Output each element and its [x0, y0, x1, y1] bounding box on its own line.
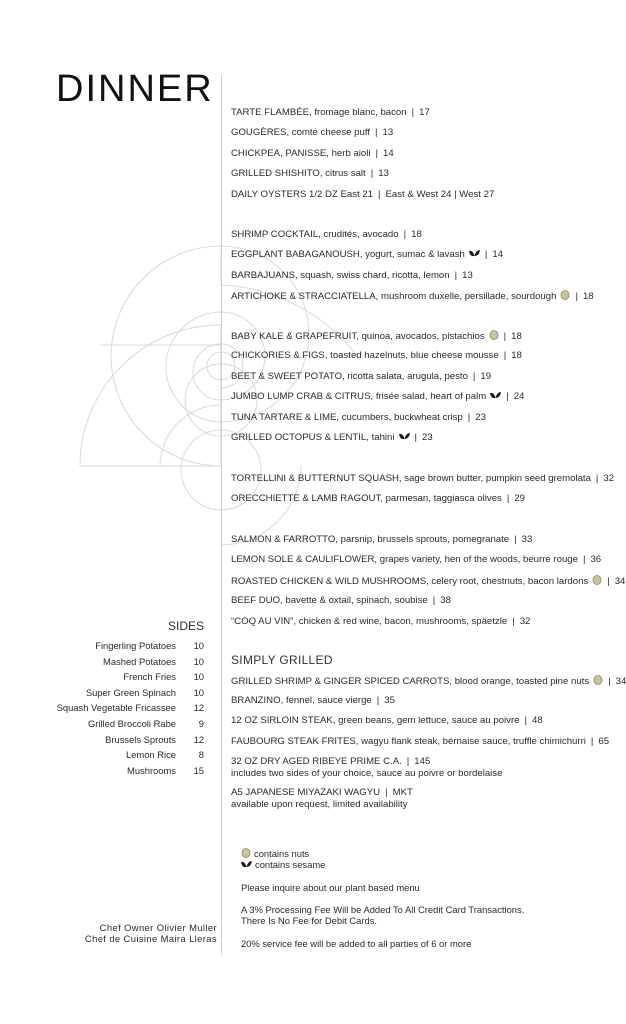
separator: |	[403, 229, 407, 240]
side-item-price: 15	[193, 764, 204, 776]
separator: |	[512, 615, 515, 627]
simply-grilled-heading: SIMPLY GRILLED	[231, 653, 333, 667]
menu-item-price: 33	[521, 534, 533, 545]
menu-item-price: 32	[519, 615, 531, 627]
menu-item-price: 34	[615, 676, 626, 687]
nut-icon	[489, 330, 499, 340]
menu-item-label: GRILLED SHISHITO, citrus salt	[231, 168, 366, 180]
chef-de-cuisine: Chef de Cuisine Maira Lleras	[84, 933, 217, 944]
chef-owner: Chef Owner Olivier Muller	[99, 922, 217, 933]
side-item-name: Squash Vegetable Fricassee	[56, 702, 176, 714]
menu-item	[231, 595, 451, 607]
separator: |	[514, 534, 517, 545]
plant-based-note: Please inquire about our plant based menu	[241, 882, 420, 893]
menu-item-price: 18	[511, 331, 522, 342]
separator: |	[524, 715, 527, 726]
divider-line	[221, 75, 222, 955]
menu-item-price: 18	[411, 229, 422, 240]
menu-item	[231, 168, 389, 180]
separator: |	[432, 595, 436, 607]
menu-item-price: 17	[419, 107, 430, 118]
menu-item-price: 24	[513, 391, 525, 403]
separator: |	[503, 331, 507, 342]
separator: |	[484, 249, 488, 261]
separator: |	[375, 127, 378, 139]
menu-item-price: 13	[378, 168, 389, 180]
menu-item-price: 13	[462, 269, 473, 281]
menu-item-label: TORTELLINI & BUTTERNUT SQUASH, sage brown butter, pumpkin seed gremolata	[231, 473, 591, 484]
side-item-name: Mashed Potatoes	[103, 655, 176, 667]
separator: |	[607, 575, 610, 587]
menu-item	[231, 350, 522, 362]
menu-item-label: DAILY OYSTERS 1/2 DZ East 21	[231, 188, 374, 200]
menu-item-price: 65	[598, 736, 610, 747]
side-item-price: 10	[193, 655, 204, 667]
separator: |	[385, 787, 388, 798]
menu-item-label: JUMBO LUMP CRAB & CITRUS, frisée salad, heart of palm	[231, 391, 487, 403]
menu-item-label: LEMON SOLE & CAULIFLOWER, grapes variety, hen of the woods, beurre rouge	[231, 554, 578, 566]
menu-item-price: 23	[422, 432, 433, 443]
nut-icon	[560, 290, 570, 300]
side-item-price: 12	[193, 702, 204, 714]
separator: |	[370, 168, 374, 180]
separator: |	[454, 269, 458, 281]
menu-item-price: East & West 24 | West 27	[385, 188, 495, 200]
spiral-arc	[80, 325, 221, 466]
side-item-name: Brussels Sprouts	[105, 733, 176, 745]
legend-nuts	[241, 848, 309, 860]
menu-item	[231, 371, 491, 383]
menu-item-price: 145	[414, 756, 431, 767]
menu-item-price: 23	[475, 411, 486, 423]
side-item-price: 8	[198, 749, 204, 761]
menu-item	[231, 270, 473, 282]
side-item-name: Mushrooms	[127, 764, 176, 776]
side-item-name: French Fries	[123, 671, 176, 683]
menu-item-label: TARTE FLAMBÉE, fromage blanc, bacon	[231, 107, 407, 118]
menu-item	[231, 330, 522, 343]
side-item-price: 10	[193, 640, 204, 651]
menu-item-price: 14	[383, 147, 394, 159]
menu-item	[231, 493, 525, 505]
menu-item	[231, 715, 543, 727]
side-item-price: 12	[193, 733, 204, 745]
menu-item-price: 29	[514, 493, 526, 505]
processing-fee-note: A 3% Processing Fee Will be Added To All Credit Card Transactions.	[241, 904, 525, 915]
nut-icon	[241, 848, 251, 858]
menu-item-price: 34	[614, 575, 626, 587]
menu-item-label: EGGPLANT BABAGANOUSH, yogurt, sumac & lavash	[231, 249, 465, 261]
menu-item	[231, 756, 502, 780]
menu-item	[231, 391, 524, 403]
separator: |	[375, 147, 379, 159]
menu-item	[231, 736, 609, 748]
side-item-price: 9	[198, 718, 204, 729]
menu-item-label: 32 OZ DRY AGED RIBEYE PRIME C.A.	[231, 756, 402, 767]
side-item-name: Grilled Broccoli Rabe	[87, 718, 176, 729]
menu-item	[231, 107, 430, 119]
menu-item-price: 35	[384, 695, 395, 706]
separator: |	[378, 188, 381, 200]
menu-item-label: SHRIMP COCKTAIL, crudités, avocado	[231, 229, 399, 240]
menu-item	[231, 189, 494, 201]
legend-nuts-label: contains nuts	[254, 848, 310, 859]
separator: |	[506, 391, 509, 403]
page-title: DINNER	[56, 68, 214, 110]
menu-item-label: GRILLED OCTOPUS & LENTIL, tahini	[231, 432, 395, 443]
menu-item	[231, 412, 486, 424]
side-item-name: Fingerling Potatoes	[95, 640, 176, 651]
menu-item	[231, 473, 614, 485]
menu-item-label: ARTICHOKE & STRACCIATELLA, mushroom duxelle, persillade, sourdough	[231, 291, 557, 303]
separator: |	[590, 736, 594, 747]
separator: |	[376, 695, 380, 706]
menu-item-label: BEEF DUO, bavette & oxtail, spinach, soubise	[231, 595, 428, 607]
menu-item-price: 36	[590, 554, 602, 566]
separator: |	[582, 554, 586, 566]
menu-item	[231, 616, 530, 628]
menu-item-price: 38	[440, 595, 451, 607]
menu-item	[231, 554, 601, 566]
menu-item-label: 12 OZ SIRLOIN STEAK, green beans, gem lettuce, sauce au poivre	[231, 715, 520, 726]
menu-item	[231, 229, 422, 241]
menu-item-label: GOUGÈRES, comté cheese puff	[231, 127, 370, 139]
menu-item-label: “COQ AU VIN”, chicken & red wine, bacon, mushrooms, späetzle	[231, 615, 508, 627]
separator: |	[608, 676, 611, 687]
menu-item	[231, 787, 413, 811]
menu-item	[231, 249, 503, 261]
menu-item-price: MKT	[392, 787, 413, 798]
menu-item-label: ORECCHIETTE & LAMB RAGOUT, parmesan, taggiasca olives	[231, 493, 502, 505]
service-fee-note: 20% service fee will be added to all parties of 6 or more	[241, 938, 472, 949]
sesame-icon	[490, 391, 501, 400]
menu-item-note: includes two sides of your choice, sauce au poivre or bordelaise	[231, 768, 503, 779]
menu-item	[231, 127, 393, 139]
menu-item-label: CHICKORIES & FIGS, toasted hazelnuts, blue cheese mousse	[231, 350, 499, 362]
side-item-price: 10	[193, 686, 204, 698]
menu-item-price: 48	[532, 715, 543, 726]
menu-item	[231, 534, 532, 546]
menu-item	[231, 290, 594, 303]
menu-item-note: available upon request, limited availability	[231, 799, 408, 810]
side-item-name: Lemon Rice	[125, 749, 176, 761]
menu-item-label: FAUBOURG STEAK FRITES, wagyu flank steak, bérnaise sauce, truffle chimichurri	[231, 736, 586, 747]
menu-item-label: A5 JAPANESE MIYAZAKI WAGYU	[231, 787, 381, 798]
menu-item	[231, 675, 626, 688]
nut-icon	[593, 675, 603, 685]
separator: |	[595, 473, 599, 484]
separator: |	[467, 411, 471, 423]
menu-item-price: 14	[492, 249, 504, 261]
side-item-price: 10	[193, 671, 204, 683]
menu-item-price: 13	[382, 127, 394, 139]
nut-icon	[592, 575, 602, 585]
side-item-name: Super Green Spinach	[85, 686, 176, 698]
menu-item	[231, 575, 625, 588]
menu-item-price: 32	[603, 473, 615, 484]
separator: |	[414, 432, 418, 443]
menu-item	[231, 432, 433, 444]
legend-sesame-label: contains sesame	[255, 859, 326, 870]
menu-item	[231, 148, 394, 160]
menu-item-label: BABY KALE & GRAPEFRUIT, quinoa, avocados, pistachios	[231, 331, 485, 342]
sesame-icon	[241, 860, 252, 869]
menu-item-price: 18	[582, 291, 594, 303]
menu-item-label: SALMON & FARROTTO, parsnip, brussels sprouts, pomegranate	[231, 534, 510, 545]
menu-item-label: BRANZINO, fennel, sauce vierge	[231, 695, 372, 706]
sides-heading: SIDES	[167, 619, 204, 633]
sesame-icon	[469, 249, 480, 258]
menu-item-price: 19	[480, 370, 492, 382]
separator: |	[472, 370, 476, 382]
menu-item-label: ROASTED CHICKEN & WILD MUSHROOMS, celery root, chestnuts, bacon lardons	[231, 575, 589, 587]
separator: |	[506, 493, 510, 505]
separator: |	[503, 350, 507, 362]
separator: |	[406, 756, 410, 767]
menu-item	[231, 695, 395, 707]
menu-item-label: BARBAJUANS, squash, swiss chard, ricotta, lemon	[231, 269, 450, 281]
menu-item-label: GRILLED SHRIMP & GINGER SPICED CARROTS, blood orange, toasted pine nuts	[231, 676, 590, 687]
menu-item-label: TUNA TARTARE & LIME, cucumbers, buckwheat crisp	[231, 411, 463, 423]
menu-item-label: BEET & SWEET POTATO, ricotta salata, arugula, pesto	[231, 370, 468, 382]
menu-item-price: 18	[511, 350, 522, 362]
sesame-icon	[399, 432, 410, 441]
menu-item-label: CHICKPEA, PANISSE, herb aioli	[231, 147, 371, 159]
separator: |	[575, 291, 578, 303]
separator: |	[411, 107, 415, 118]
legend-sesame	[241, 859, 325, 871]
debit-card-note: There Is No Fee for Debit Cards.	[241, 915, 377, 926]
